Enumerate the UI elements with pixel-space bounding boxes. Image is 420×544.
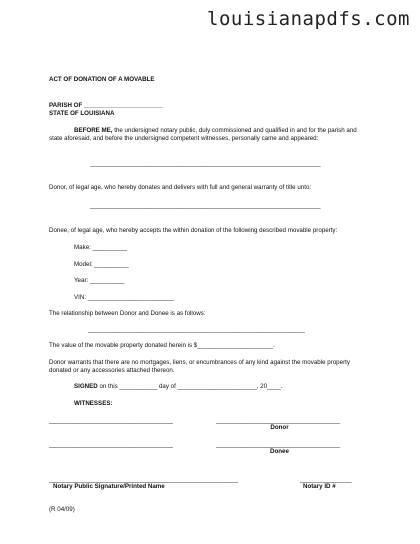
warranty-paragraph: Donor warrants that there are no mortgages, liens, or encumbrances of any kind against the movable property donated or any accessories attached thereon. xyxy=(49,359,350,374)
witnesses-label: WITNESSES: xyxy=(74,400,113,407)
document-title: ACT OF DONATION OF A MOVABLE xyxy=(49,76,155,83)
signed-text: on this ___________ day of _______________________, 20____. xyxy=(97,383,283,390)
donor-clause: Donor, of legal age, who hereby donates and delivers with full and general warranty of title unto: xyxy=(49,184,312,191)
vin-field: VIN: _________________________ xyxy=(74,294,174,301)
notary-id-label: Notary ID # xyxy=(303,483,336,490)
signed-bold: SIGNED xyxy=(74,383,98,390)
parish-field: PARISH OF _______________________ xyxy=(49,102,164,109)
witness-signature-line-1: ____________________________________ xyxy=(49,417,173,424)
donor-label: Donor xyxy=(270,424,289,431)
notary-signature-line: _______________________________________________________ xyxy=(49,476,239,483)
intro-bold: BEFORE ME, xyxy=(74,127,113,134)
signed-line xyxy=(74,383,283,391)
relationship-label: The relationship between Donor and Donee is as follows: xyxy=(49,310,206,317)
model-field: Model: __________ xyxy=(74,261,129,268)
value-field: The value of the movable property donated herein is $______________________. xyxy=(49,342,275,349)
donee-name-line: ___________________________________________________________________ xyxy=(90,202,321,209)
notary-id-line: _______________ xyxy=(300,476,352,483)
state-label: STATE OF LOUISIANA xyxy=(49,110,115,117)
year-field: Year: __________ xyxy=(74,277,125,284)
donee-signature-line: ____________________________________ xyxy=(216,441,340,448)
donee-label: Donee xyxy=(270,448,289,455)
donee-clause: Donee, of legal age, who hereby accepts the within donation of the following described movable property: xyxy=(49,227,338,234)
witness-signature-line-2: ____________________________________ xyxy=(49,441,173,448)
donor-signature-line: ____________________________________ xyxy=(216,417,340,424)
intro-text: the undersigned notary public, duly commissioned and qualified in and for the parish and state aforesaid, and before the undersigned competent witnesses, personally came and appeared: xyxy=(49,127,357,142)
revision-label: (R 04/09) xyxy=(49,506,75,513)
intro-paragraph xyxy=(49,127,367,143)
watermark-logo: louisianapdfs.com xyxy=(207,8,410,30)
relationship-line: _______________________________________________________________ xyxy=(88,326,305,333)
make-field: Make: __________ xyxy=(74,244,127,251)
donor-name-line: ___________________________________________________________________ xyxy=(90,160,321,167)
notary-signature-label: Notary Public Signature/Printed Name xyxy=(53,483,165,490)
